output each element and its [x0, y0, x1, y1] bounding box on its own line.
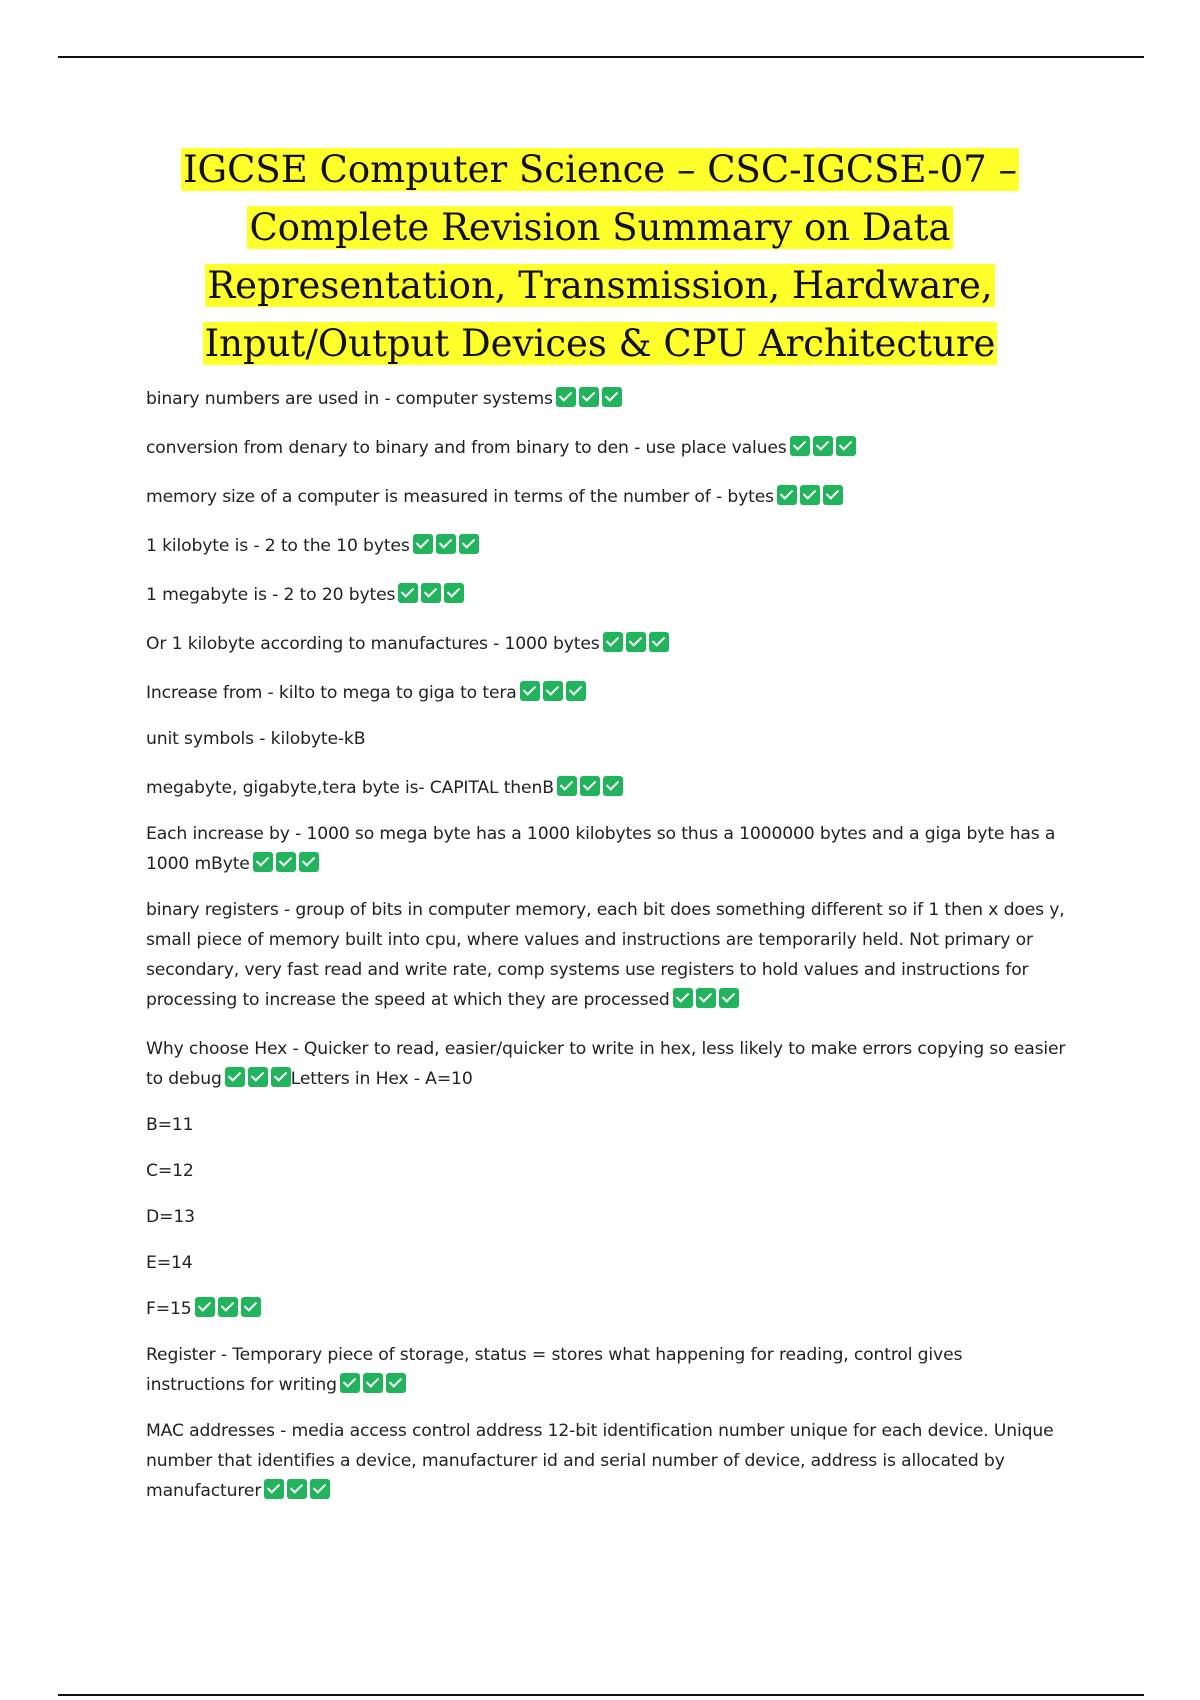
check-mark-icon	[459, 534, 479, 554]
flashcard-item	[146, 433, 1066, 463]
check-mark-icon	[602, 387, 622, 407]
flashcard-item	[146, 1248, 1066, 1278]
flashcard-item	[146, 773, 1066, 803]
check-mark-icon	[436, 534, 456, 554]
flashcard-text: MAC addresses - media access control address 12-bit identification number unique for each device. Unique number that identifies a device, manufacturer id and serial number of device, address is allocated by manufacturer	[146, 1421, 1054, 1501]
flashcard-item	[146, 678, 1066, 708]
check-mark-icon	[276, 852, 296, 872]
flashcard-item	[146, 819, 1066, 879]
check-mark-icon	[413, 534, 433, 554]
flashcard-item	[146, 1034, 1066, 1094]
flashcard-text: D=13	[146, 1207, 195, 1227]
check-mark-icon	[696, 988, 716, 1008]
check-group	[517, 683, 586, 703]
check-mark-icon	[790, 436, 810, 456]
check-mark-icon	[813, 436, 833, 456]
flashcard-text: megabyte, gigabyte,tera byte is- CAPITAL thenB	[146, 778, 554, 798]
check-group	[787, 438, 856, 458]
check-mark-icon	[673, 988, 693, 1008]
check-mark-icon	[299, 852, 319, 872]
flashcard-item	[146, 384, 1066, 414]
title-line	[100, 142, 1100, 198]
title-line-text: Input/Output Devices & CPU Architecture	[204, 322, 996, 365]
flashcard-text: conversion from denary to binary and from binary to den - use place values	[146, 438, 787, 458]
check-mark-icon	[557, 776, 577, 796]
flashcard-item	[146, 580, 1066, 610]
flashcard-text: binary numbers are used in - computer systems	[146, 389, 553, 409]
check-group	[192, 1299, 261, 1319]
flashcard-item	[146, 1202, 1066, 1232]
check-mark-icon	[218, 1297, 238, 1317]
check-mark-icon	[626, 632, 646, 652]
check-mark-icon	[566, 681, 586, 701]
title-line-text: IGCSE Computer Science – CSC-IGCSE-07 –	[182, 148, 1018, 191]
check-group	[250, 854, 319, 874]
check-mark-icon	[556, 387, 576, 407]
document-title	[100, 142, 1100, 374]
flashcard-text: binary registers - group of bits in computer memory, each bit does something different so if 1 then x does y, small piece of memory built into cpu, where values and instructions are temporarily held. Not primary or secondary, very fast read and write rate, comp systems use registers to hold values and instructions for processing to increase the speed at which they are processed	[146, 900, 1065, 1010]
flashcard-item	[146, 1294, 1066, 1324]
flashcard-text: C=12	[146, 1161, 194, 1181]
check-group	[670, 990, 739, 1010]
flashcard-text: Why choose Hex - Quicker to read, easier/quicker to write in hex, less likely to make errors copying so easier to debug	[146, 1039, 1066, 1089]
check-mark-icon	[777, 485, 797, 505]
flashcard-item	[146, 629, 1066, 659]
check-group	[261, 1481, 330, 1501]
check-group	[553, 389, 622, 409]
check-mark-icon	[603, 776, 623, 796]
top-rule	[58, 56, 1144, 58]
check-mark-icon	[195, 1297, 215, 1317]
flashcard-text: Or 1 kilobyte according to manufactures - 1000 bytes	[146, 634, 600, 654]
flashcard-text: B=11	[146, 1115, 194, 1135]
check-mark-icon	[836, 436, 856, 456]
check-group	[395, 585, 464, 605]
check-mark-icon	[225, 1067, 245, 1087]
flashcard-text: Each increase by - 1000 so mega byte has a 1000 kilobytes so thus a 1000000 bytes and a giga byte has a 1000 mByte	[146, 824, 1056, 874]
check-mark-icon	[421, 583, 441, 603]
check-mark-icon	[248, 1067, 268, 1087]
flashcard-text: F=15	[146, 1299, 192, 1319]
check-mark-icon	[580, 776, 600, 796]
flashcard-item	[146, 531, 1066, 561]
title-line-text: Complete Revision Summary on Data	[249, 206, 951, 249]
flashcard-item	[146, 1110, 1066, 1140]
check-mark-icon	[823, 485, 843, 505]
title-line	[100, 316, 1100, 372]
flashcard-text: 1 megabyte is - 2 to 20 bytes	[146, 585, 396, 605]
bottom-rule	[58, 1694, 1144, 1696]
check-mark-icon	[444, 583, 464, 603]
check-mark-icon	[543, 681, 563, 701]
check-group	[222, 1069, 291, 1089]
check-mark-icon	[287, 1479, 307, 1499]
check-mark-icon	[398, 583, 418, 603]
check-mark-icon	[264, 1479, 284, 1499]
check-mark-icon	[363, 1373, 383, 1393]
check-mark-icon	[579, 387, 599, 407]
flashcard-item	[146, 895, 1066, 1015]
check-group	[410, 536, 479, 556]
check-group	[774, 487, 843, 507]
title-line-text: Representation, Transmission, Hardware,	[207, 264, 993, 307]
check-mark-icon	[603, 632, 623, 652]
title-line	[100, 258, 1100, 314]
flashcard-item	[146, 724, 1066, 754]
check-mark-icon	[310, 1479, 330, 1499]
flashcard-item	[146, 1340, 1066, 1400]
flashcard-item	[146, 482, 1066, 512]
flashcard-suffix-text: Letters in Hex - A=10	[290, 1069, 473, 1089]
check-group	[600, 634, 669, 654]
flashcard-text: E=14	[146, 1253, 193, 1273]
check-group	[554, 778, 623, 798]
check-mark-icon	[340, 1373, 360, 1393]
flashcard-text: unit symbols - kilobyte-kB	[146, 729, 366, 749]
flashcard-item	[146, 1416, 1066, 1506]
flashcard-list	[146, 384, 1066, 1506]
check-mark-icon	[241, 1297, 261, 1317]
flashcard-text: memory size of a computer is measured in terms of the number of - bytes	[146, 487, 774, 507]
title-line	[100, 200, 1100, 256]
check-mark-icon	[271, 1067, 291, 1087]
check-mark-icon	[520, 681, 540, 701]
check-mark-icon	[800, 485, 820, 505]
check-mark-icon	[386, 1373, 406, 1393]
check-mark-icon	[719, 988, 739, 1008]
flashcard-text: Register - Temporary piece of storage, status = stores what happening for reading, control gives instructions for writing	[146, 1345, 963, 1395]
check-mark-icon	[649, 632, 669, 652]
flashcard-text: 1 kilobyte is - 2 to the 10 bytes	[146, 536, 410, 556]
flashcard-text: Increase from - kilto to mega to giga to tera	[146, 683, 517, 703]
check-group	[337, 1375, 406, 1395]
flashcard-item	[146, 1156, 1066, 1186]
check-mark-icon	[253, 852, 273, 872]
